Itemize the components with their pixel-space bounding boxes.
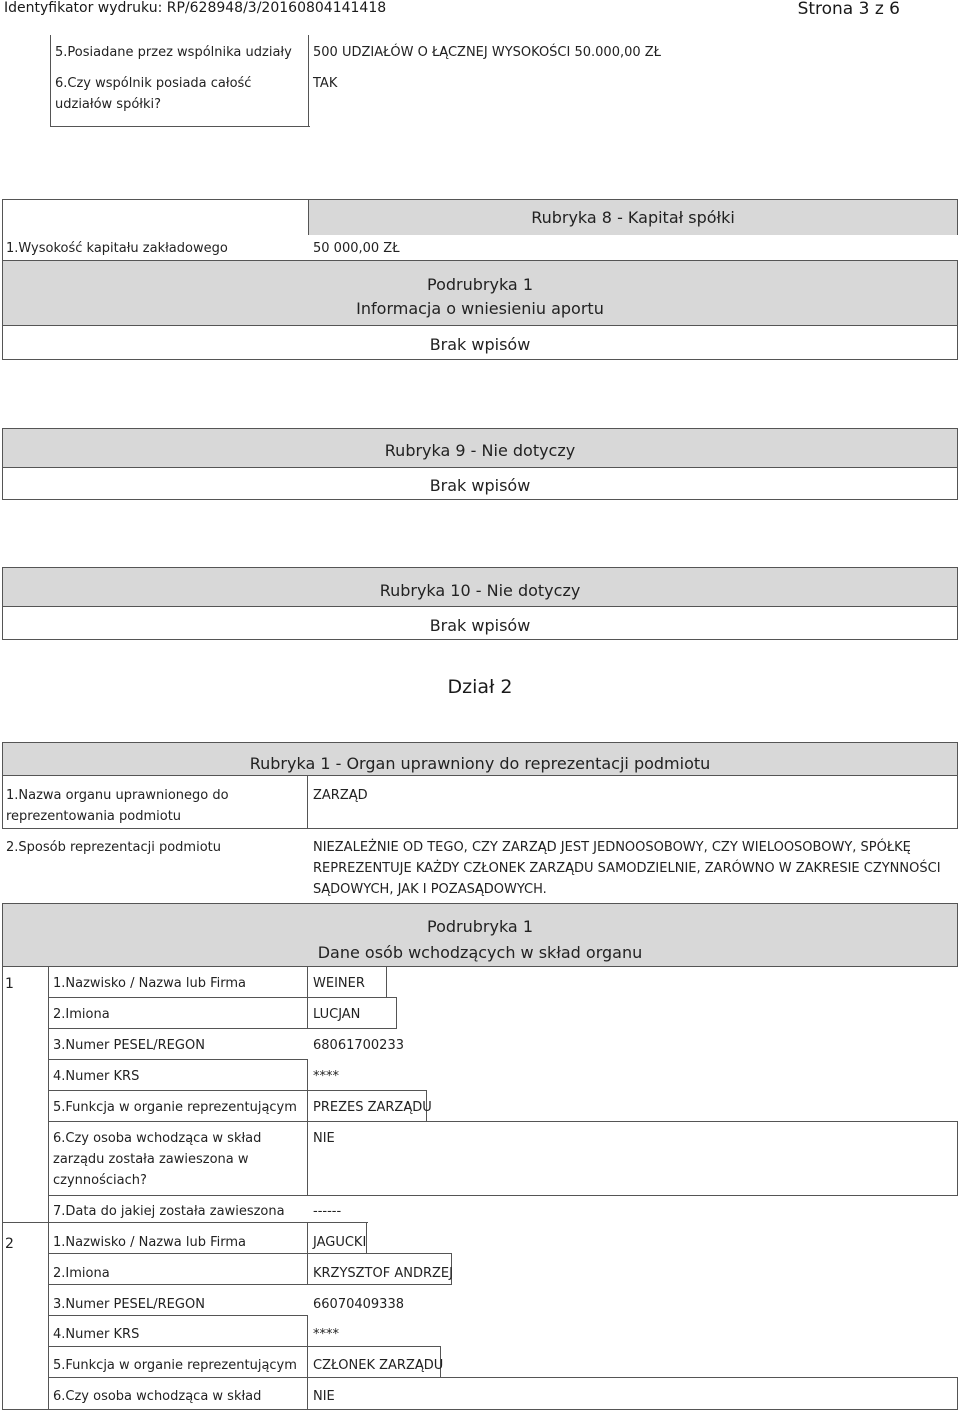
person-1-suspended-label-line3: czynnościach? — [53, 1173, 147, 1188]
row5-value: 500 UDZIAŁÓW O ŁĄCZNEJ WYSOKOŚCI 50.000,00 ZŁ — [313, 45, 661, 60]
person-2-names-label: 2.Imiona — [53, 1266, 110, 1281]
persons-podrubryka-header — [2, 903, 958, 967]
person-1-krs-label: 4.Numer KRS — [53, 1069, 140, 1084]
person-2-surname-label: 1.Nazwisko / Nazwa lub Firma — [53, 1235, 246, 1250]
organ-name-label-line1: 1.Nazwa organu uprawnionego do — [6, 788, 229, 803]
rubryka-9-empty-box — [2, 467, 958, 500]
organ-name-label-line2: reprezentowania podmiotu — [6, 809, 182, 824]
person-2-pesel-label: 3.Numer PESEL/REGON — [53, 1297, 205, 1312]
row5-label: 5.Posiadane przez wspólnika udziały — [55, 45, 292, 60]
person-1-krs-value: **** — [313, 1069, 339, 1084]
dzial-2-title: Dział 2 — [447, 676, 513, 698]
person-1-pesel-label: 3.Numer PESEL/REGON — [53, 1038, 205, 1053]
persons-left-border — [2, 966, 3, 1410]
row6-value: TAK — [313, 76, 338, 91]
person-2-index: 2 — [5, 1236, 14, 1252]
dzial-2-rubryka-1-title: Rubryka 1 - Organ uprawniony do reprezentacji podmiotu — [249, 754, 711, 773]
rubryka-10-empty-box — [2, 606, 958, 640]
person-2-function-label: 5.Funkcja w organie reprezentującym — [53, 1358, 297, 1373]
rubryka-9-header — [2, 428, 958, 468]
person-1-function-value: PREZES ZARZĄDU — [313, 1100, 432, 1115]
persons-podrubryka-title: Podrubryka 1 — [427, 917, 533, 936]
rubryka-8-title: Rubryka 8 - Kapitał spółki — [531, 208, 735, 227]
person-1-function-label: 5.Funkcja w organie reprezentującym — [53, 1100, 297, 1115]
top-block-divider — [308, 35, 309, 127]
persons-index-separator — [2, 1222, 50, 1223]
capital-label: 1.Wysokość kapitału zakładowego — [6, 241, 228, 256]
person-2-krs-label: 4.Numer KRS — [53, 1327, 140, 1342]
organ-name-value: ZARZĄD — [313, 788, 368, 803]
rubryka-8-header — [308, 199, 958, 235]
person-1-surname-value: WEINER — [313, 976, 365, 991]
page-number: Strona 3 z 6 — [797, 0, 900, 19]
person-1-names-label: 2.Imiona — [53, 1007, 110, 1022]
rubryka-9-empty-text: Brak wpisów — [429, 476, 531, 495]
person-2-row6-value-cell — [307, 1377, 958, 1410]
rubryka-8-empty-box — [2, 325, 958, 360]
top-block-left-border — [50, 35, 51, 127]
capital-value: 50 000,00 ZŁ — [313, 241, 400, 256]
rubryka-10-empty-text: Brak wpisów — [429, 616, 531, 635]
rubryka-10-header — [2, 567, 958, 607]
person-1-suspended-label-line2: zarządu została zawieszona w — [53, 1152, 249, 1167]
persons-podrubryka-subtitle: Dane osób wchodzących w skład organu — [317, 943, 643, 962]
person-1-row6-value-cell — [307, 1121, 958, 1196]
representation-value-line2: REPREZENTUJE KAŻDY CZŁONEK ZARZĄDU SAMODZIELNIE, ZARÓWNO W ZAKRESIE CZYNNOŚCI — [313, 861, 941, 876]
person-1-index: 1 — [5, 976, 14, 992]
person-2-function-value: CZŁONEK ZARZĄDU — [313, 1358, 444, 1373]
representation-value-line3: SĄDOWYCH, JAK I POZASĄDOWYCH. — [313, 882, 547, 897]
person-1-surname-label: 1.Nazwisko / Nazwa lub Firma — [53, 976, 246, 991]
person-2-suspended-value: NIE — [313, 1389, 335, 1404]
person-2-suspended-label-line1: 6.Czy osoba wchodząca w skład — [53, 1389, 262, 1404]
person-1-suspended-date-label: 7.Data do jakiej została zawieszona — [53, 1204, 285, 1219]
person-2-pesel-value: 66070409338 — [313, 1297, 404, 1312]
top-block-bottom-border — [50, 126, 310, 127]
person-1-suspended-date-value: ------ — [313, 1204, 342, 1219]
print-identifier: Identyfikator wydruku: RP/628948/3/20160804141418 — [4, 0, 387, 16]
organ-name-value-cell — [307, 775, 958, 829]
person-1-names-value: LUCJAN — [313, 1007, 361, 1022]
representation-label: 2.Sposób reprezentacji podmiotu — [6, 840, 221, 855]
rubryka-8-podrubryka-title: Podrubryka 1 — [427, 275, 533, 294]
rubryka-8-empty-text: Brak wpisów — [429, 335, 531, 354]
person-2-krs-value: **** — [313, 1327, 339, 1342]
person-2-surname-value: JAGUCKI — [313, 1235, 367, 1250]
person-2-names-value: KRZYSZTOF ANDRZEJ — [313, 1266, 453, 1281]
row6-label-line1: 6.Czy wspólnik posiada całość — [55, 76, 252, 91]
row6-label-line2: udziałów spółki? — [55, 97, 162, 112]
rubryka-8-podrubryka-header — [2, 260, 958, 326]
rubryka-10-title: Rubryka 10 - Nie dotyczy — [379, 581, 581, 600]
dzial-2-rubryka-1-header — [2, 742, 958, 776]
rubryka-9-title: Rubryka 9 - Nie dotyczy — [384, 441, 576, 460]
person-1-pesel-value: 68061700233 — [313, 1038, 404, 1053]
person-1-suspended-label-line1: 6.Czy osoba wchodząca w skład — [53, 1131, 262, 1146]
representation-value-line1: NIEZALEŻNIE OD TEGO, CZY ZARZĄD JEST JEDNOOSOBOWY, CZY WIELOOSOBOWY, SPÓŁKĘ — [313, 840, 911, 855]
rubryka-8-podrubryka-subtitle: Informacja o wniesieniu aportu — [356, 299, 604, 318]
person-1-suspended-value: NIE — [313, 1131, 335, 1146]
